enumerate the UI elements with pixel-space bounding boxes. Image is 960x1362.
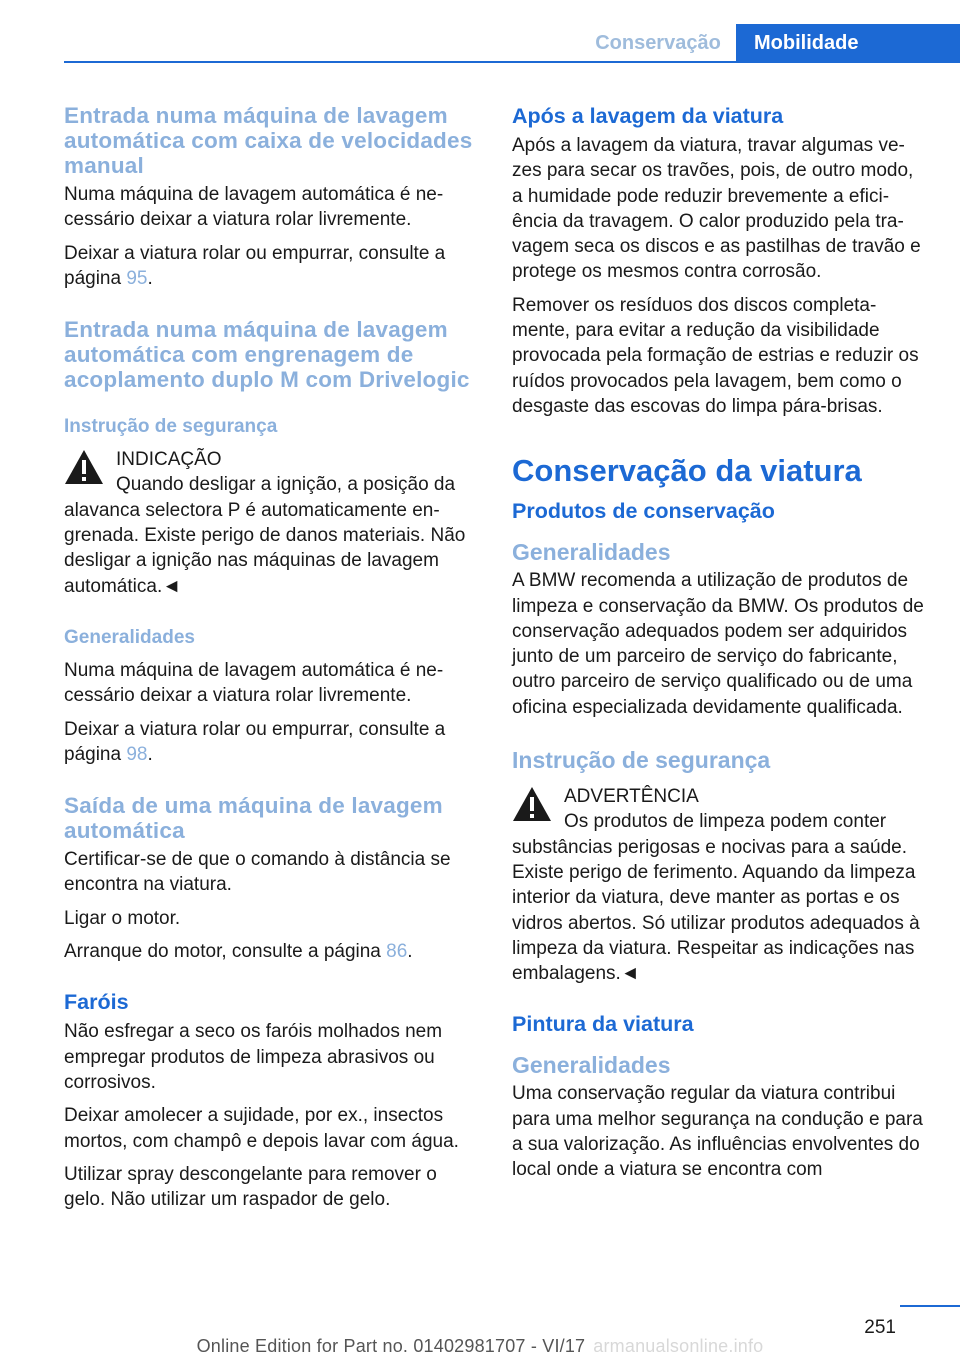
page-link-98[interactable]: 98 [126,743,148,765]
warning-text: substâncias perigosas e nocivas para a saúde. Existe perigo de ferimento. Aquando da limpeza interior da viatura, deve manter as portas e os vidros abertos. Só utilizar produtos adequados à limpeza da viatura. Respeitar as indicações nas embalagens.◄ [512,836,920,985]
warning-title: ADVERTÊNCIA [564,786,699,808]
paragraph: Remover os resíduos dos discos completamente, para evitar a redução da visibilidade provocada pela formação de estrias e reduzir os ruídos provocados pela lavagem, bem como o desgaste das escovas do limpa pára-brisas. [512,294,919,417]
heading-manual-gearbox: Entrada numa máquina de lavagem automática com caixa de velocidades manual [64,103,473,178]
warning-text-start: Os produtos de limpeza podem conter [564,811,887,833]
edition-line [0,1336,960,1357]
paragraph: Deixar a viatura rolar ou empurrar, consulte a página 98. [64,718,446,765]
paragraph: Uma conservação regular da viatura contribui para uma melhor segurança na condução e para a sua valorização. As influências envolventes do local onde a viatura se encontra com [512,1083,923,1181]
heading-exit-car-wash: Saída de uma máquina de lavagem automática [64,793,443,844]
paragraph: Deixar amolecer a sujidade, por ex., insectos mortos, com champô e depois lavar com água. [64,1105,459,1152]
warning-triangle-icon [512,786,552,822]
tab-mobilidade[interactable]: Mobilidade [736,24,960,62]
paragraph: Não esfregar a seco os faróis molhados nem empregar produtos de limpeza abrasivos ou corrosivos. [64,1021,443,1093]
page-number: 251 [864,1317,896,1338]
paragraph: Ligar o motor. [64,907,181,929]
heading-paintwork: Pintura da viatura [512,1012,694,1037]
paragraph: Arranque do motor, consulte a página 86. [64,941,413,963]
paragraph-end: . [407,941,413,963]
warning-text: alavanca selectora P é automaticamente engrenada. Existe perigo de danos materiais. Não desligar a ignição nas máquinas de lavagem automática.◄ [64,499,466,597]
warning-text-start: Quando desligar a ignição, a posição da [116,474,456,496]
edition-text: Online Edition for Part no. 01402981707 - VI/17 [196,1336,586,1356]
warning-note [512,784,928,986]
heading-general: Generalidades [512,539,671,566]
paragraph: Numa máquina de lavagem automática é necessário deixar a viatura rolar livremente. [64,659,444,707]
paragraph: Deixar a viatura rolar ou empurrar, consulte a página 95. [64,242,446,289]
heading-drivelogic: Entrada numa máquina de lavagem automática com engrenagem de acoplamento duplo M com Drivelogic [64,317,470,393]
page-link-95[interactable]: 95 [126,267,148,289]
right-column [512,104,928,1191]
warning-note [64,447,480,599]
heading-general: Generalidades [64,626,195,648]
heading-safety-instruction: Instrução de segurança [512,747,771,774]
tab-conservacao[interactable]: Conservação [595,32,721,54]
heading-after-wash: Após a lavagem da viatura [512,104,784,128]
left-column [64,103,480,1220]
paragraph: Após a lavagem da viatura, travar algumas vezes para secar os travões, pois, de outro modo, a humidade pode reduzir brevemente a eficiência da travagem. O calor produzido pela travagem seca os discos e as pastilhas de travão e protege os mesmos contra corrosão. [512,135,921,283]
heading-general: Generalidades [512,1052,671,1079]
footer-divider [900,1305,960,1307]
paragraph: Utilizar spray descongelante para remover o gelo. Não utilizar um raspador de gelo. [64,1163,437,1211]
watermark: armanualsonline.info [593,1336,764,1356]
heading-headlights: Faróis [64,990,129,1015]
heading-safety-instruction: Instrução de segurança [64,416,278,438]
warning-triangle-icon [64,449,104,485]
page-header [0,0,960,62]
paragraph: Numa máquina de lavagem automática é necessário deixar a viatura rolar livremente. [64,184,444,231]
paragraph: A BMW recomenda a utilização de produtos de limpeza e conservação da BMW. Os produtos de conservação adequados podem ser adquiridos junto de um parceiro de serviço do fabricante, outro parceiro de serviço qualificado ou de uma oficina especializada devidamente qualificada. [512,570,924,718]
paragraph: Certificar-se de que o comando à distância se encontra na viatura. [64,849,451,896]
page-link-86[interactable]: 86 [386,941,408,963]
warning-title: INDICAÇÃO [116,449,222,471]
heading-care-products: Produtos de conservação [512,499,775,524]
heading-vehicle-care: Conservação da viatura [512,453,862,489]
header-divider [64,61,960,63]
